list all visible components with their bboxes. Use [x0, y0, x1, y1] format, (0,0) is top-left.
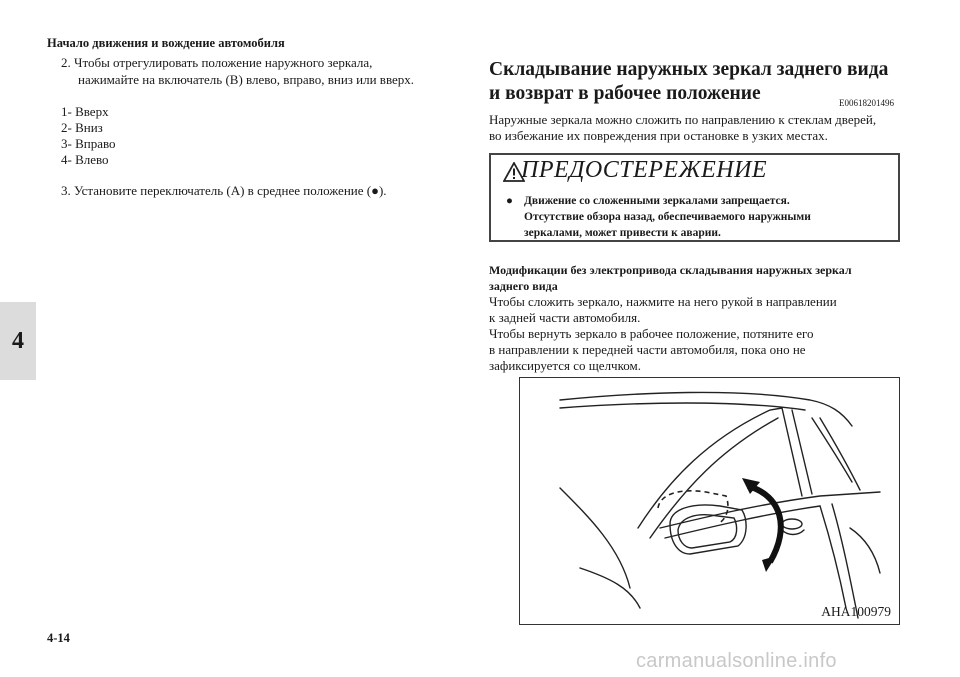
direction-up: 1- Вверх [61, 104, 109, 119]
car-door-mirror-drawing [520, 378, 898, 623]
subhead-line-1: Модификации без электропривода складывания наружных зеркал [489, 263, 852, 277]
step-2-line-1: 2. Чтобы отрегулировать положение наружного зеркала, [61, 55, 373, 70]
warning-line-1: Движение со сложенными зеркалами запрещается. [524, 195, 790, 207]
chapter-tab: 4 [0, 302, 36, 380]
para-line-5: зафиксируется со щелчком. [489, 358, 641, 373]
warning-line-3: зеркалами, может привести к аварии. [524, 227, 721, 239]
warning-text [506, 193, 891, 241]
para-line-4: в направлении к передней части автомобиля, пока оно не [489, 342, 806, 357]
para-line-2: к задней части автомобиля. [489, 310, 641, 325]
section-header: Начало движения и вождение автомобиля [47, 36, 285, 50]
section-title-line-2: и возврат в рабочее положение [489, 83, 761, 104]
page-number: 4-14 [47, 631, 70, 645]
watermark: carmanualsonline.info [636, 650, 837, 672]
para-line-3: Чтобы вернуть зеркало в рабочее положение, потяните его [489, 326, 814, 341]
figure-code: AHA100979 [821, 604, 891, 619]
step-3: 3. Установите переключатель (A) в среднее положение (●). [61, 183, 387, 198]
section-title-line-1: Складывание наружных зеркал заднего вида [489, 59, 889, 80]
warning-heading: ПРЕДОСТЕРЕЖЕНИЕ [521, 157, 768, 183]
step-2-line-2: нажимайте на включатель (B) влево, вправо, вниз или вверх. [78, 72, 415, 87]
warning-line-2: Отсутствие обзора назад, обеспечиваемого наружными [524, 211, 811, 223]
warning-box [489, 153, 900, 242]
direction-left: 4- Влево [61, 152, 109, 167]
section-code: E00618201496 [839, 98, 894, 108]
direction-right: 3- Вправо [61, 136, 116, 151]
intro-line-1: Наружные зеркала можно сложить по направлению к стеклам дверей, [489, 112, 877, 127]
mirror-illustration [519, 377, 900, 625]
intro-line-2: во избежание их повреждения при остановке в узких местах. [489, 128, 828, 143]
direction-down: 2- Вниз [61, 120, 103, 135]
bullet-icon: ● [506, 195, 513, 207]
para-line-1: Чтобы сложить зеркало, нажмите на него рукой в направлении [489, 294, 837, 309]
section-title [489, 58, 888, 106]
subhead-line-2: заднего вида [489, 279, 558, 293]
